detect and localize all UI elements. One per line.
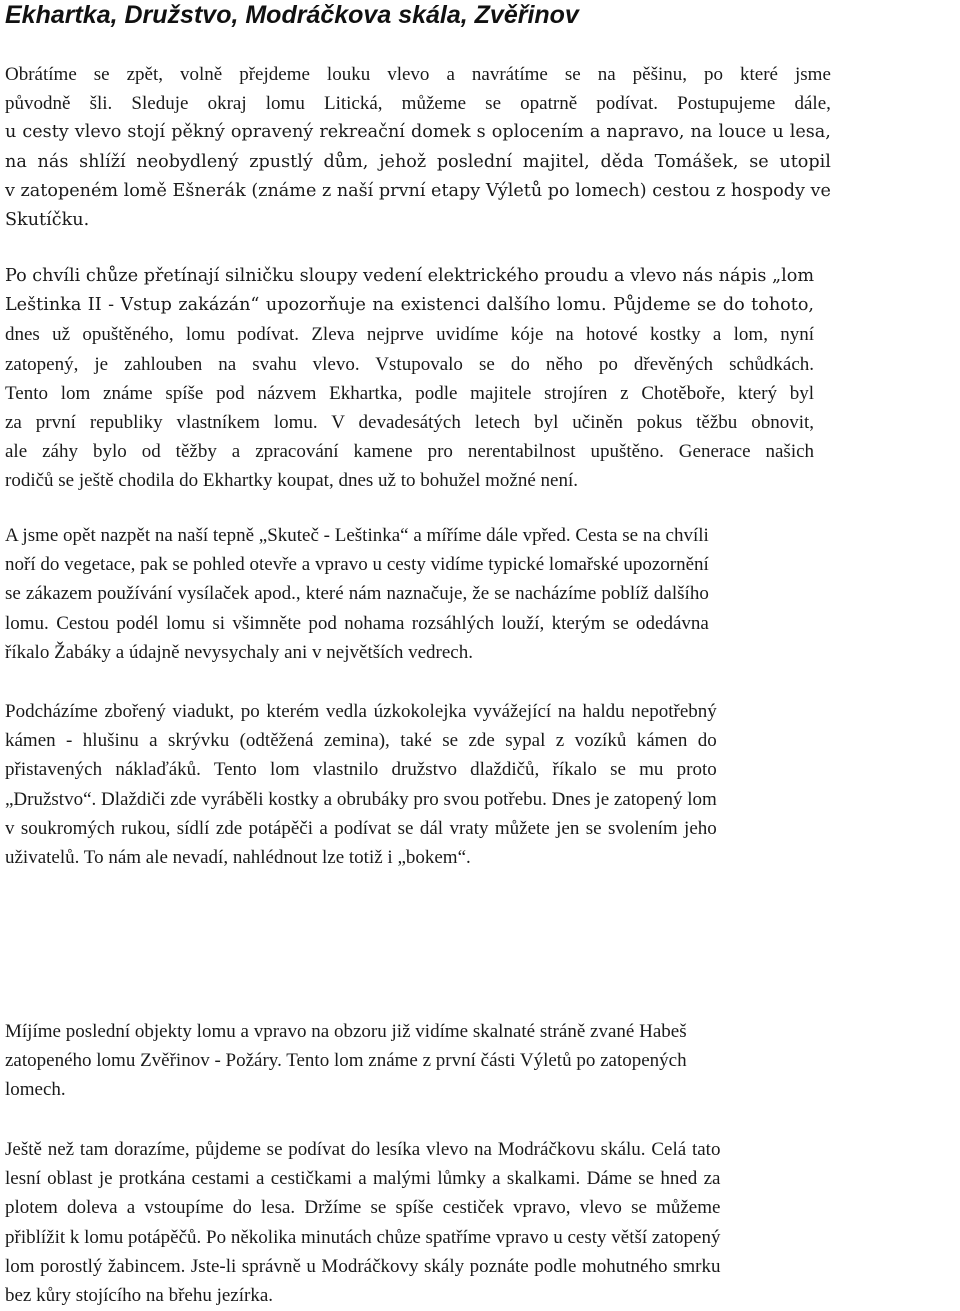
paragraph-line: zatopeného lomu Zvěřinov - Požáry. Tento lom známe z první části Výletů po zatopených: [5, 1050, 687, 1072]
paragraph-line: A jsme opět nazpět na naší tepně „Skuteč - Leštinka“ a míříme dále vpřed. Cesta se na chvíli: [5, 525, 709, 546]
paragraph-line: říkalo Žabáky a údajně nevysychaly ani v největších vedrech.: [5, 641, 473, 663]
paragraph-line: noří do vegetace, pak se pohled otevře a vpravo u cesty vidíme typické lomařské upozornění: [5, 554, 709, 576]
paragraph-line: kámen - hlušinu a skrývku (odtěžená zemina), také se zde sypal z vozíků kámen do: [5, 730, 717, 752]
paragraph-line: Po chvíli chůze přetínají silničku sloupy vedení elektrického proudu a vlevo nás nápis „lom: [5, 266, 815, 286]
paragraph-3: [5, 521, 709, 667]
paragraph-line: bez kůry stojícího na břehu jezírka.: [5, 1285, 274, 1307]
paragraph-line: se zákazem používání vysílaček apod., které nám naznačuje, že se nacházíme poblíž dalšího: [5, 583, 709, 605]
paragraph-line: „Družstvo“. Dlaždiči zde vyráběli kostky a obrubáky pro svou potřebu. Dnes je zatopený lom: [5, 788, 717, 810]
paragraph-line: v soukromých rukou, sídlí zde potápěči a podívat se dál vraty můžete jen se svolením jeho: [5, 817, 717, 839]
paragraph-line: lomu. Cestou podél lomu si všimněte pod nohama rozsáhlých louží, kterým se odedávna: [5, 612, 709, 634]
paragraph-4: [5, 697, 717, 872]
paragraph-line: uživatelů. To nám ale nevadí, nahlédnout lze totiž i „bokem“.: [5, 847, 471, 869]
paragraph-line: Ještě než tam dorazíme, půjdeme se podívat do lesíka vlevo na Modráčkovu skálu. Celá tato: [5, 1139, 721, 1160]
paragraph-line: Míjíme poslední objekty lomu a vpravo na obzoru již vidíme skalnaté stráně zvané Habeš: [5, 1021, 687, 1042]
paragraph-line: Leštinka II - Vstup zakázán“ upozorňuje na existenci dalšího lomu. Půjdeme se do tohoto,: [5, 295, 815, 316]
paragraph-line: dnes už opuštěného, lomu podívat. Zleva nejprve uvidíme kóje na hotové kostky a lom, nyní: [5, 324, 815, 346]
paragraph-line: v zatopeném lomě Ešnerák (známe z naší první etapy Výletů po lomech) cestou z hospody ve: [5, 180, 831, 201]
document-title: Ekhartka, Družstvo, Modráčkova skála, Zvěřinov: [5, 1, 579, 29]
paragraph-line: přiblížit k lomu potápěčů. Po několika minutách chůze spatříme vpravo u cesty větší zatopený: [5, 1226, 721, 1248]
paragraph-line: původně šli. Sleduje okraj lomu Litická, můžeme se opatrně podívat. Postupujeme dále,: [5, 93, 831, 115]
paragraph-line: Skutíčku.: [5, 210, 90, 231]
paragraph-line: Tento lom známe spíše pod názvem Ekhartka, podle majitele strojíren z Chotěboře, který byl: [5, 382, 815, 404]
paragraph-line: Podcházíme zbořený viadukt, po kterém vedla úzkokolejka vyvážející na haldu nepotřebný: [5, 701, 717, 722]
paragraph-line: na nás shlíží neobydlený zpustlý dům, jehož poslední majitel, děda Tomášek, se utopil: [5, 151, 831, 172]
paragraph-line: lom porostlý žabincem. Jste-li správně u Modráčkovy skály poznáte podle mohutného smrku: [5, 1255, 721, 1277]
paragraph-line: rodičů se ještě chodila do Ekhartky koupat, dnes už to bohužel možné není.: [5, 470, 579, 492]
paragraph-line: ale záhy bylo od těžby a zpracování kamene pro nerentabilnost upuštěno. Generace našich: [5, 441, 815, 463]
paragraph-line: Obrátíme se zpět, volně přejdeme louku vlevo a navrátíme se na pěšinu, po které jsme: [5, 64, 831, 85]
paragraph-line: přistavených náklaďáků. Tento lom vlastnilo družstvo dlaždičů, říkalo se mu proto: [5, 759, 717, 781]
paragraph-line: plotem doleva a vstoupíme do lesa. Držíme se spíše cestiček vpravo, vlevo se můžeme: [5, 1197, 721, 1219]
paragraph-2: [5, 262, 814, 496]
paragraph-5: [5, 1017, 687, 1105]
document-page: [5, 0, 955, 1307]
paragraph-line: zatopený, je zahlouben na svahu vlevo. Vstupovalo se do něho po dřevěných schůdkách.: [5, 353, 815, 375]
paragraph-line: lesní oblast je protkána cestami a cestičkami a malými lůmky a skalkami. Dáme se hned za: [5, 1168, 721, 1190]
paragraph-6: [5, 1135, 720, 1310]
paragraph-line: lomech.: [5, 1079, 66, 1101]
paragraph-line: za první republiky vlastníkem lomu. V devadesátých letech byl učiněn pokus těžbu obnovit,: [5, 412, 815, 434]
paragraph-1: [5, 60, 831, 235]
paragraph-line: u cesty vlevo stojí pěkný opravený rekreační domek s oplocením a napravo, na louce u lesa,: [5, 122, 831, 143]
